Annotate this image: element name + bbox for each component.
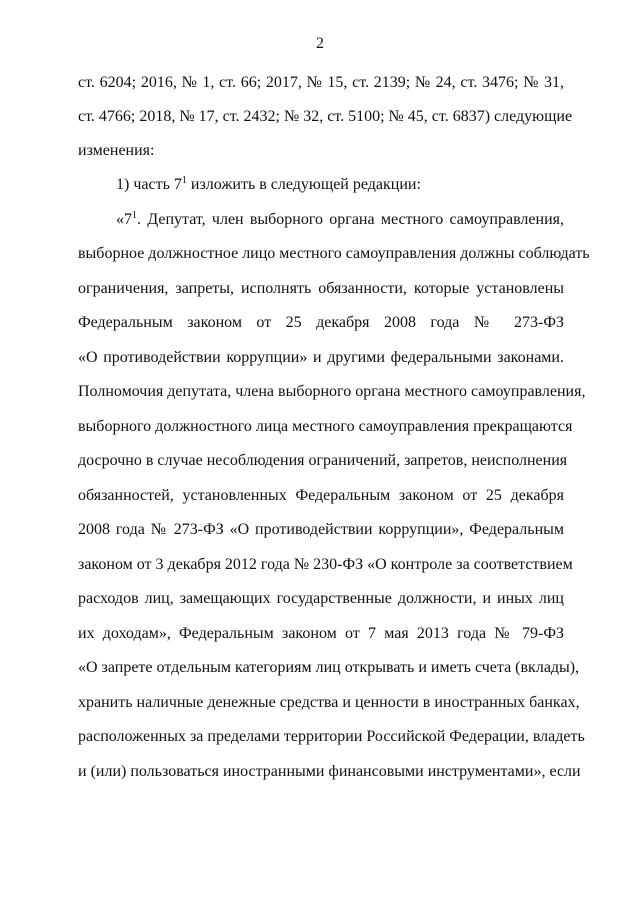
text-line-11: «О противодействии коррупции» и другими федеральными законами.: [78, 349, 564, 366]
text-line-10: Федеральным законом от 25 декабря 2008 года № 273-ФЗ: [78, 314, 564, 331]
paragraph-7-1-number: «7: [116, 211, 132, 228]
text-line-14: досрочно в случае несоблюдения ограничений, запретов, неисполнения: [78, 452, 568, 469]
text-line-20: «О запрете отдельным категориям лиц открывать и иметь счета (вклады),: [78, 659, 580, 676]
text-line-12: Полномочия депутата, члена выборного органа местного самоуправления,: [78, 383, 586, 400]
text-line-9: ограничения, запреты, исполнять обязанности, которые установлены: [78, 280, 564, 297]
paragraph-7-1-text: . Депутат, член выборного органа местного самоуправления,: [137, 211, 564, 228]
superscript-2: 1: [132, 210, 137, 221]
page-number: 2: [316, 35, 324, 52]
text-line-22: расположенных за пределами территории Российской Федерации, владеть: [78, 728, 585, 745]
text-line-8: выборное должностное лицо местного самоуправления должны соблюдать: [78, 245, 590, 262]
text-line-19: их доходам», Федеральным законом от 7 мая 2013 года № 79-ФЗ: [78, 625, 564, 642]
superscript-1: 1: [181, 175, 187, 186]
text-line-21: хранить наличные денежные средства и ценности в иностранных банках,: [78, 694, 580, 711]
text-line-16: 2008 года № 273-ФЗ «О противодействии коррупции», Федеральным: [78, 521, 564, 538]
text-line-18: расходов лиц, замещающих государственные должности, и иных лиц: [78, 590, 564, 607]
amendment-item-1-end: изложить в следующей редакции:: [190, 176, 421, 193]
text-line-15: обязанностей, установленных Федеральным законом от 25 декабря: [78, 487, 564, 504]
text-line-23: и (или) пользоваться иностранными финансовыми инструментами», если: [78, 763, 581, 780]
paragraph-7-1-first-line: [116, 210, 564, 230]
text-line-13: выборного должностного лица местного самоуправления прекращаются: [78, 418, 573, 435]
text-line-3: изменения:: [78, 142, 155, 159]
text-line-1: ст. 6204; 2016, № 1, ст. 66; 2017, № 15, ст. 2139; № 24, ст. 3476; № 31,: [78, 74, 564, 91]
amendment-item-1-start: 1) часть 7: [116, 176, 182, 193]
text-line-2: ст. 4766; 2018, № 17, ст. 2432; № 32, ст. 5100; № 45, ст. 6837) следующие: [78, 108, 573, 125]
text-line-17: законом от 3 декабря 2012 года № 230-ФЗ «О контроле за соответствием: [78, 556, 573, 573]
amendment-item-1: [116, 175, 564, 195]
